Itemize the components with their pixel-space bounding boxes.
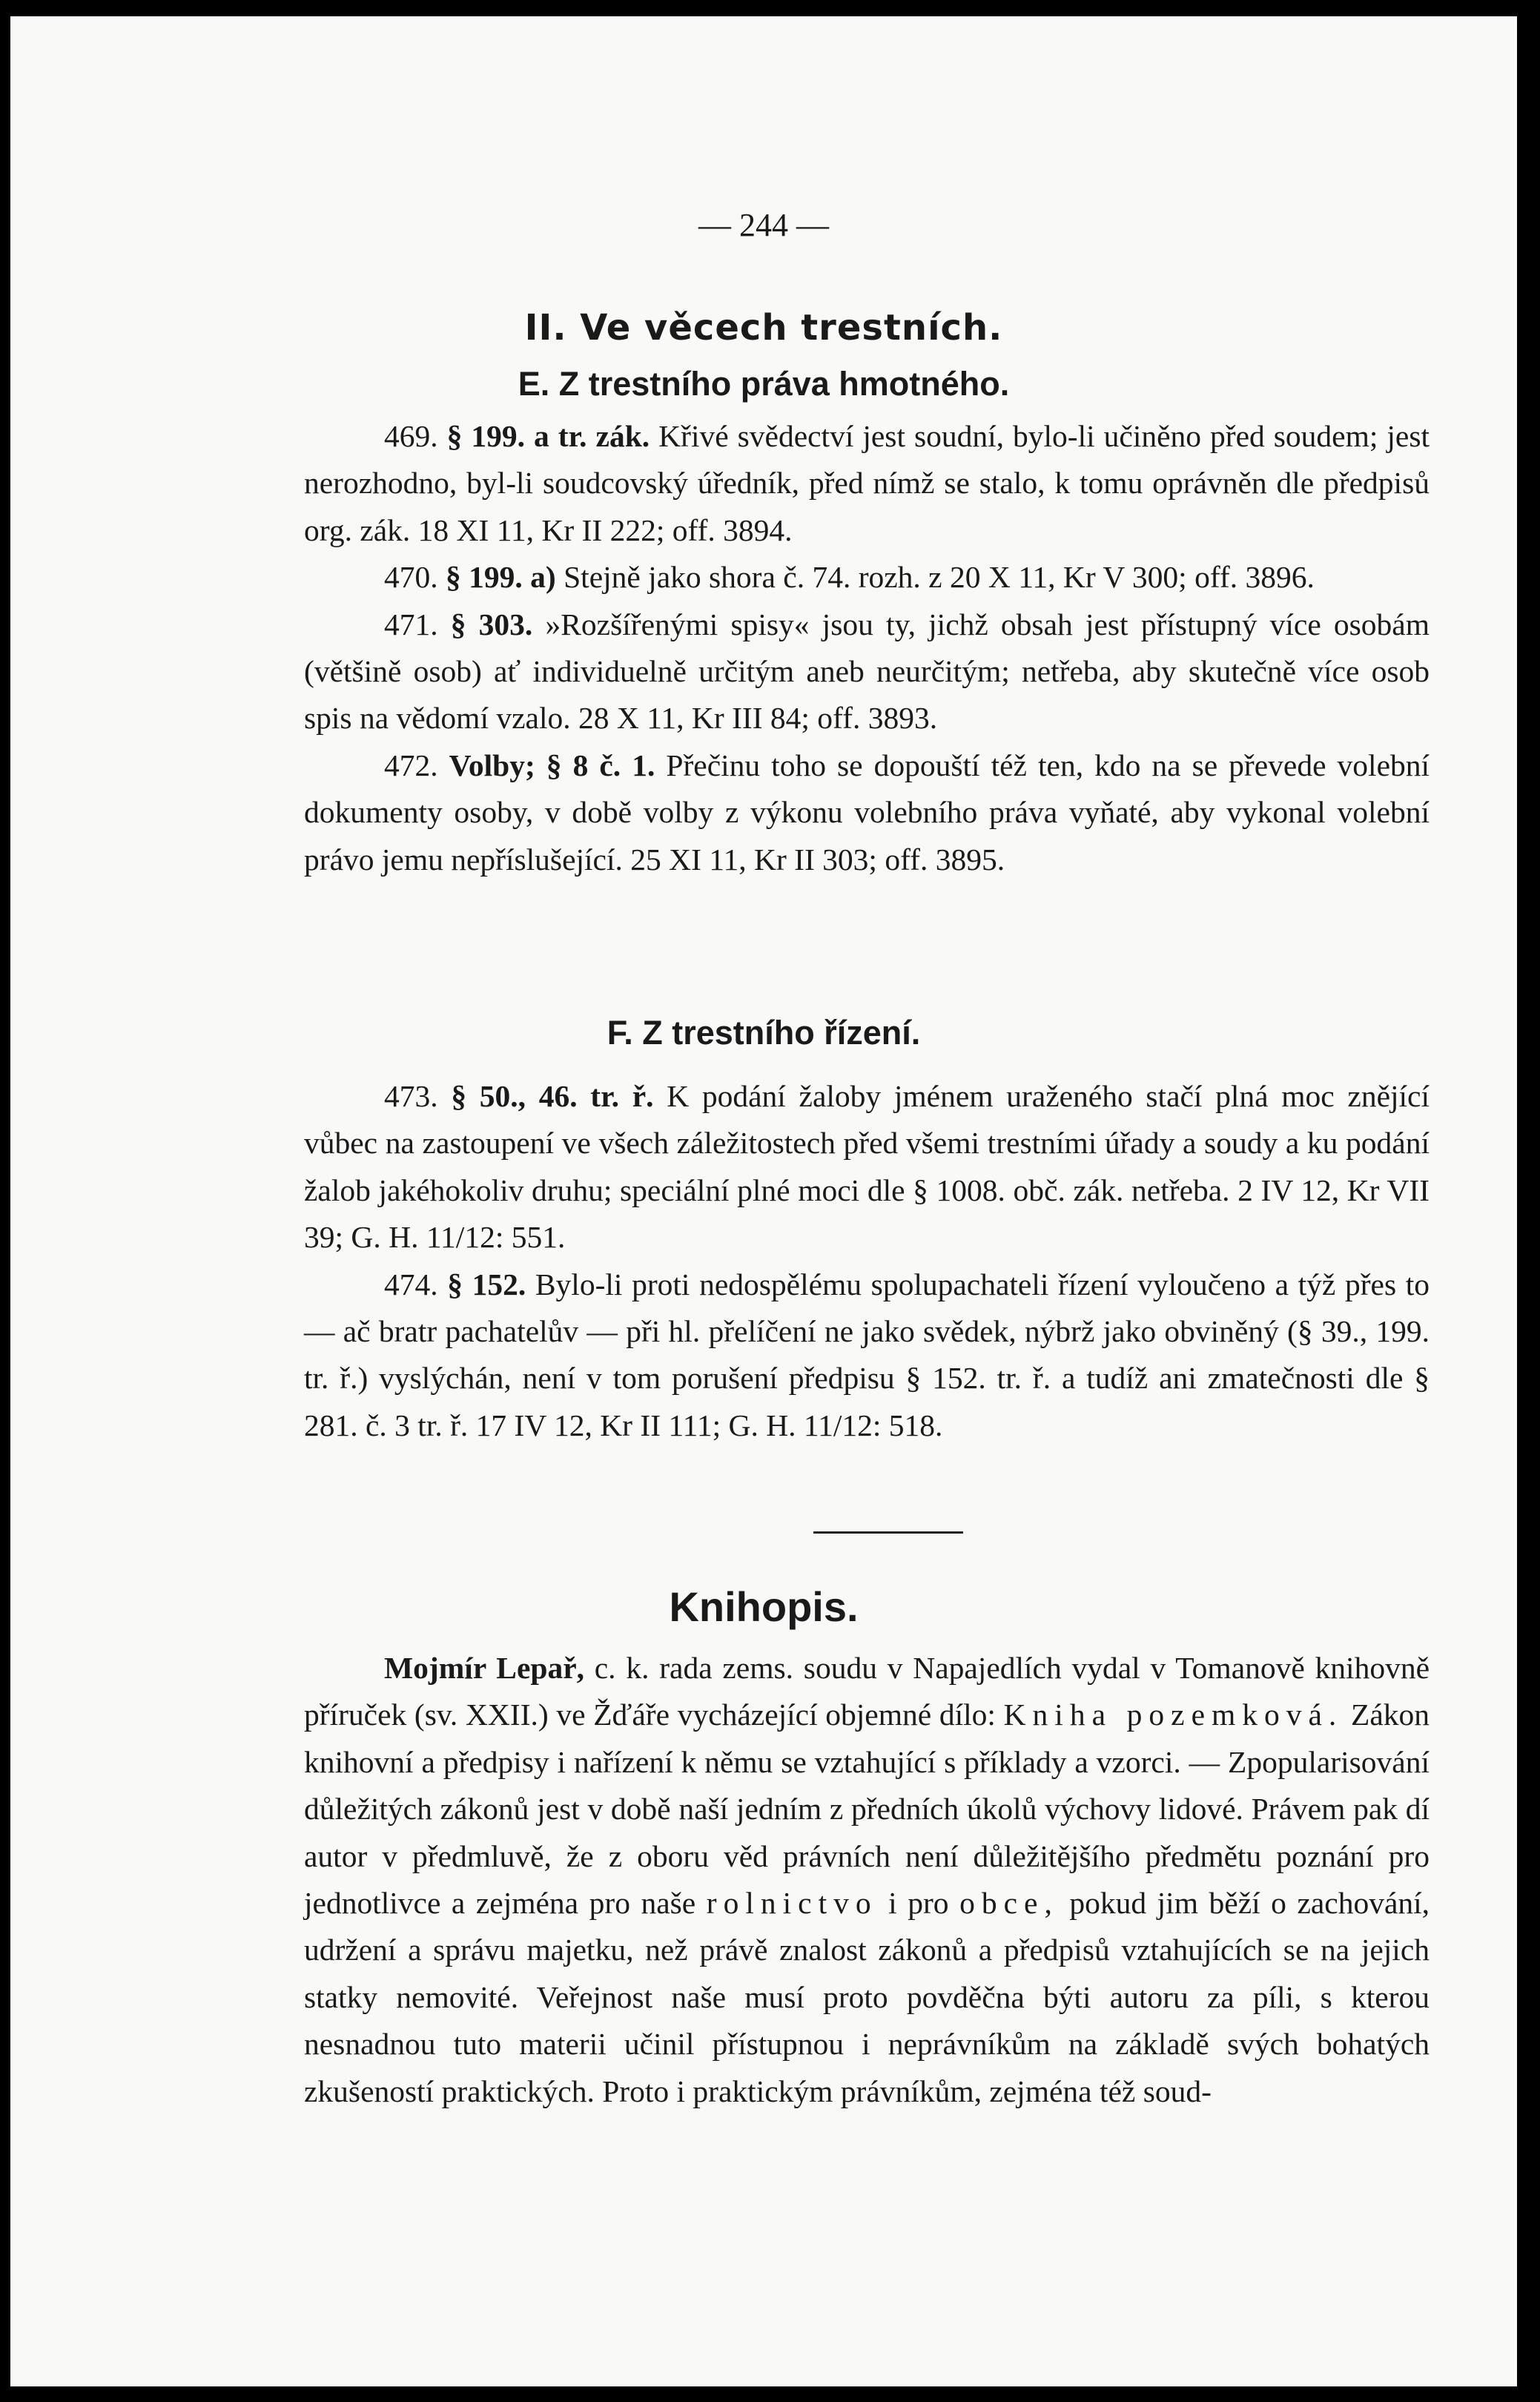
entry-number: 474. xyxy=(384,1267,438,1301)
page-number: — 244 — xyxy=(698,207,829,243)
entry-label: § 199. a tr. zák. xyxy=(446,419,650,453)
entry-472 xyxy=(304,742,1430,883)
entry-470 xyxy=(304,554,1430,601)
entry-text: Křivé svědectví jest soudní, bylo-li učiněno před soudem; jest nerozhodno, byl-li soudcovský úředník, před nímž se stalo, k tomu oprávněn dle předpisů org. zák. 18 XI 11, Kr II 222; off. 3894. xyxy=(304,419,1430,547)
subsection-e-heading: E. Z trestního práva hmotného. xyxy=(518,365,1010,403)
divider-rule xyxy=(813,1531,963,1534)
entry-474 xyxy=(304,1261,1430,1450)
review-paragraph xyxy=(304,1645,1430,2115)
entry-number: 473. xyxy=(384,1079,438,1113)
entry-text: Bylo-li proti nedospělému spolupachateli řízení vyloučeno a týž přes to — ač bratr pachatelův — při hl. přelíčení ne jako svědek, nýbrž jako obviněný (§ 39., 199. tr. ř.) vyslýchán, není v tom porušení předpisu § 152. tr. ř. a tudíž ani zmatečnosti dle § 281. č. 3 tr. ř. 17 IV 12, Kr II 111; G. H. 11/12: 518. xyxy=(304,1267,1430,1442)
subsection-e-entries xyxy=(304,413,1430,883)
entry-label: § 199. a) xyxy=(446,560,556,595)
section-heading: II. Ve věcech trestních. xyxy=(524,307,1003,349)
entry-473 xyxy=(304,1073,1430,1261)
entry-text: K podání žaloby jménem uraženého stačí plná moc znějící vůbec na zastoupení ve všech záležitostech před všemi trestními úřady a soudy a ku podání žalob jakéhokoliv druhu; speciální plné moci dle § 1008. obč. zák. netřeba. 2 IV 12, Kr VII 39; G. H. 11/12: 551. xyxy=(304,1079,1430,1255)
review-heading: Knihopis. xyxy=(669,1583,859,1630)
entry-number: 471. xyxy=(384,607,438,641)
document-page xyxy=(10,16,1517,2386)
entry-label: § 303. xyxy=(450,607,533,641)
entry-text: »Rozšířenými spisy« jsou ty, jichž obsah jest přístupný více osobám (většině osob) ať individuelně určitým aneb neurčitým; netřeba, aby skutečně více osob spis na vědomí vzalo. 28 X 11, Kr III 84; off. 3893. xyxy=(304,607,1430,736)
entry-text: Přečinu toho se dopouští též ten, kdo na se převede volební dokumenty osoby, v době volby z výkonu volebního práva vyňaté, aby vykonal volební právo jemu nepříslušející. 25 XI 11, Kr II 303; off. 3895. xyxy=(304,748,1430,877)
entry-471 xyxy=(304,601,1430,742)
subsection-f-entries xyxy=(304,1073,1430,1449)
entry-number: 469. xyxy=(384,419,438,453)
entry-469 xyxy=(304,413,1430,554)
subsection-f-heading: F. Z trestního řízení. xyxy=(607,1014,921,1052)
entry-label: § 50., 46. tr. ř. xyxy=(451,1079,654,1113)
entry-number: 470. xyxy=(384,560,438,595)
review-text-1: c. k. rada zems. soudu v Napajedlích vydal v Tomanově knihovně příruček (sv. XXII.) ve Žďáře vycházející objemné dílo: xyxy=(304,1651,1430,1732)
entry-number: 472. xyxy=(384,748,438,782)
entry-text: Stejně jako shora č. 74. rozh. z 20 X 11, Kr V 300; off. 3896. xyxy=(564,560,1315,595)
review-text-4: pokud jim běží o zachování, udržení a správu majetku, než právě znalost zákonů a předpisů vztahujících se na jejich statky nemovité. Veřejnost naše musí proto povděčna býti autoru za píli, s kterou nesnadnou tuto materii učinil přístupnou i neprávníkům na základě svých bohatých zkušeností praktických. Proto i praktickým právníkům, zejména též soud- xyxy=(304,1886,1430,2108)
entry-label: Volby; § 8 č. 1. xyxy=(449,748,655,782)
review-emphasis-obce: obce, xyxy=(959,1886,1059,1921)
review-emphasis-rolnictvo: rolnictvo xyxy=(706,1886,878,1921)
review-text-2: Zákon knihovní a předpisy i nařízení k němu se vztahující s příklady a vzorci. — Zpopularisování důležitých zákonů jest v době naší jedním z předních úkolů výchovy lidové. Právem pak dí autor v předmluvě, že z oboru věd právních není důležitějšího předmětu poznání pro jednotlivce a zejména pro naše xyxy=(304,1697,1430,1921)
entry-label: § 152. xyxy=(447,1267,526,1301)
review-author: Mojmír Lepař, xyxy=(384,1651,584,1685)
review-body xyxy=(304,1645,1430,2115)
review-text-3: i pro xyxy=(888,1886,949,1921)
review-book-title: Kniha pozemková. xyxy=(1003,1697,1344,1732)
